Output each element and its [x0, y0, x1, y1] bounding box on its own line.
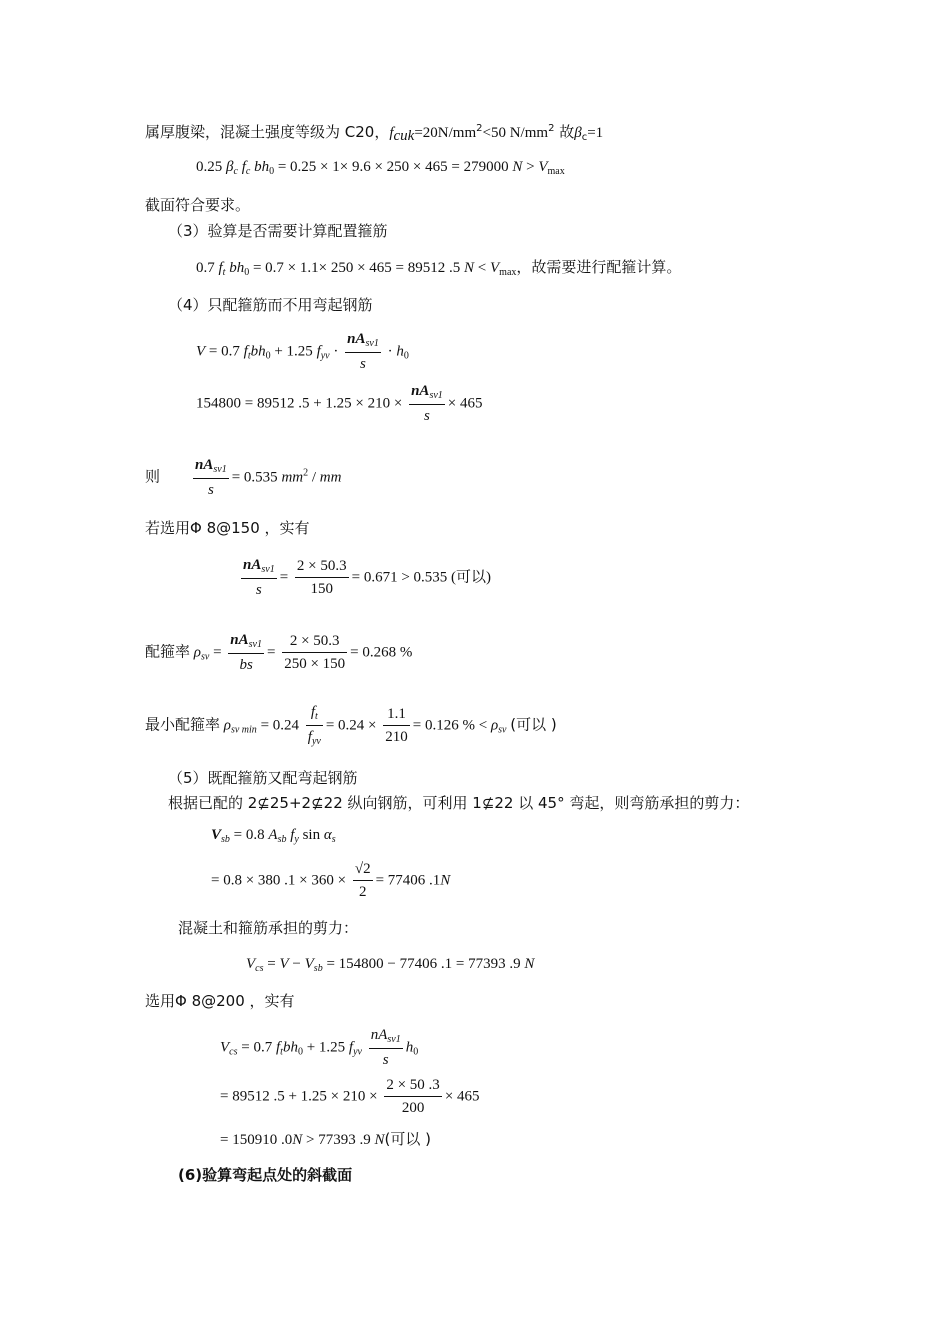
- section-heading-3: （3）验算是否需要计算配置箍筋: [168, 222, 388, 240]
- symbol: ρ: [223, 717, 231, 734]
- symbol: bh: [282, 1039, 298, 1056]
- text: = 0.7: [205, 343, 240, 360]
- formula-line-12: [145, 633, 412, 673]
- subscript: 0: [413, 1046, 419, 1058]
- section-heading-5: （5）既配箍筋又配弯起钢筋: [168, 769, 358, 787]
- section-heading-6: (6)验算弯起点处的斜截面: [178, 1166, 353, 1184]
- symbol: nA: [347, 331, 366, 347]
- subscript: 0: [244, 267, 250, 278]
- symbol: bh: [254, 159, 270, 175]
- subscript: s: [331, 834, 336, 845]
- text: = 0.24 ×: [325, 717, 377, 734]
- symbol: V: [220, 1039, 230, 1056]
- subscript: 0: [403, 350, 409, 362]
- symbol: f: [218, 260, 223, 276]
- text: 154800 = 89512 .5 + 1.25 × 210 ×: [196, 395, 403, 412]
- text: ，故需要进行配箍计算。: [516, 258, 682, 276]
- text: 属厚腹梁，混凝土强度等级为 C20，: [145, 123, 390, 141]
- symbol: N: [292, 1132, 303, 1148]
- symbol: V: [196, 343, 206, 360]
- fraction: [241, 558, 277, 598]
- unit: mm: [281, 469, 304, 486]
- text: =: [213, 644, 222, 661]
- fraction: [409, 384, 445, 424]
- text: 配箍率: [145, 642, 191, 661]
- text: /: [308, 469, 320, 486]
- subscript: sv1: [429, 390, 443, 401]
- subscript: cuk: [393, 128, 415, 144]
- symbol: nA: [243, 557, 262, 573]
- symbol: f: [290, 827, 295, 843]
- symbol: s: [255, 582, 262, 598]
- symbol: f: [348, 1039, 354, 1056]
- unit: mm: [319, 469, 342, 486]
- text: = 89512 .5 + 1.25 × 210 ×: [220, 1088, 378, 1105]
- subscript: sv: [498, 724, 507, 736]
- symbol: α: [323, 827, 332, 843]
- text: = 0.268 %: [350, 644, 413, 661]
- text: =: [266, 644, 276, 661]
- text: + 1.25: [302, 1039, 346, 1056]
- subscript: max: [547, 166, 565, 177]
- formula-line-9: [145, 458, 341, 498]
- text: = 0.8 × 380 .1 × 360 ×: [211, 872, 347, 889]
- numerator: √2: [353, 862, 373, 881]
- symbol: N: [524, 956, 535, 972]
- subscript: c: [233, 166, 238, 177]
- subscript: c: [581, 132, 588, 143]
- fraction: [353, 862, 373, 900]
- text: −: [288, 956, 305, 972]
- symbol: s: [360, 356, 366, 372]
- fraction: [193, 458, 229, 498]
- text-line-10: 若选用Φ 8@150 ，实有: [145, 519, 310, 537]
- subscript: 0: [297, 1046, 303, 1058]
- text: 最小配箍率: [145, 715, 221, 734]
- subscript: sb: [221, 834, 230, 845]
- subscript: cs: [229, 1046, 238, 1058]
- formula-line-2: [196, 160, 565, 177]
- subscript: sv1: [387, 1034, 401, 1045]
- text: × 465: [447, 395, 483, 412]
- symbol: β: [574, 125, 582, 141]
- symbol: f: [389, 125, 394, 141]
- symbol: bh: [250, 343, 266, 360]
- superscript: 2: [303, 467, 309, 479]
- symbol: s: [207, 482, 214, 498]
- subscript: max: [499, 267, 517, 278]
- numerator: 2 × 50.3: [295, 559, 349, 578]
- text: =20N/mm: [414, 125, 477, 141]
- fraction: [228, 633, 264, 673]
- text: 则: [145, 467, 161, 486]
- symbol: h: [396, 343, 404, 360]
- symbol: ρ: [193, 644, 201, 661]
- symbol: f: [316, 343, 321, 360]
- text: (可以 ): [510, 715, 557, 734]
- symbol: bs: [239, 657, 253, 673]
- denominator: 2: [358, 884, 367, 900]
- text-line-18: 混凝土和箍筋承担的剪力：: [178, 919, 359, 937]
- fraction: [306, 705, 323, 747]
- subscript: yv: [353, 1046, 362, 1058]
- text: > 77393 .9: [302, 1132, 371, 1148]
- text: >: [522, 159, 539, 175]
- formula-line-13: [145, 705, 557, 747]
- fraction: [345, 332, 381, 372]
- subscript: sv1: [248, 639, 262, 650]
- text: <: [474, 260, 490, 276]
- num: 0.7: [196, 260, 215, 276]
- numerator: 1.1: [383, 707, 410, 726]
- text-line-20: 选用Φ 8@200 ，实有: [145, 992, 295, 1010]
- formula-line-21: [220, 1028, 418, 1068]
- denominator: 200: [401, 1100, 425, 1116]
- subscript: t: [280, 1046, 283, 1058]
- subscript: sv1: [261, 564, 275, 575]
- symbol: V: [490, 260, 500, 276]
- symbol: nA: [370, 1027, 388, 1043]
- subscript: sv min: [230, 724, 257, 736]
- symbol: f: [307, 729, 312, 745]
- symbol: ρ: [490, 717, 499, 734]
- text: = 0.126 % <: [412, 717, 488, 734]
- symbol: nA: [195, 457, 214, 473]
- text: <50 N/mm: [482, 125, 549, 141]
- text: ·: [383, 343, 397, 360]
- text: = 77406 .1: [375, 872, 441, 889]
- superscript: 2: [548, 123, 555, 134]
- subscript: sv1: [365, 338, 379, 349]
- subscript: 0: [265, 350, 271, 362]
- section-heading-4: （4）只配箍筋而不用弯起钢筋: [168, 296, 373, 314]
- subscript: cs: [255, 963, 264, 974]
- subscript: t: [222, 267, 226, 278]
- formula-line-22: [220, 1078, 480, 1116]
- text: = 154800 − 77406 .1 = 77393 .9: [322, 956, 521, 972]
- text-line-15: 根据已配的 2⊈25+2⊈22 纵向钢筋，可利用 1⊈22 以 45° 弯起，则弯筋承担的剪力：: [168, 794, 750, 812]
- symbol: f: [243, 343, 248, 360]
- text: = 0.7: [237, 1039, 273, 1056]
- fraction: [295, 559, 349, 597]
- symbol: nA: [230, 632, 249, 648]
- text: =: [279, 569, 289, 586]
- symbol: V: [211, 827, 222, 843]
- symbol: nA: [411, 383, 430, 399]
- text: 故: [554, 123, 575, 141]
- symbol: N: [512, 159, 523, 175]
- formula-line-5: [196, 260, 681, 278]
- formula-line-8: [196, 384, 483, 424]
- text: =: [263, 956, 280, 972]
- symbol: V: [304, 956, 314, 972]
- symbol: N: [374, 1132, 385, 1148]
- symbol: h: [405, 1039, 414, 1056]
- text: ·: [329, 343, 343, 360]
- subscript: sb: [313, 963, 323, 974]
- symbol: s: [382, 1052, 389, 1068]
- subscript: t: [247, 350, 251, 362]
- symbol: f: [275, 1039, 281, 1056]
- fraction: [369, 1028, 403, 1068]
- symbol: N: [440, 872, 451, 889]
- text-line-3: 截面符合要求。: [145, 196, 251, 214]
- formula-line-7: [196, 332, 409, 372]
- fraction: [384, 1078, 441, 1116]
- denominator: 250 × 150: [284, 656, 346, 672]
- symbol: s: [424, 408, 430, 424]
- subscript: sv1: [213, 464, 227, 475]
- symbol: V: [246, 956, 256, 972]
- fraction: [383, 707, 410, 745]
- text-line-1: [145, 124, 603, 144]
- text: = 0.24: [260, 717, 300, 734]
- text: =1: [587, 125, 604, 141]
- symbol: V: [538, 159, 548, 175]
- text: sin: [298, 827, 324, 843]
- denominator: 150: [310, 581, 334, 597]
- superscript: 2: [476, 123, 483, 134]
- text: = 0.535: [231, 469, 278, 486]
- symbol: A: [268, 827, 278, 843]
- subscript: yv: [311, 736, 321, 747]
- denominator: 210: [385, 729, 408, 745]
- text: = 0.671 > 0.535 (可以): [351, 569, 492, 586]
- subscript: 0: [269, 166, 275, 177]
- subscript: yv: [320, 350, 330, 362]
- formula-line-11: [238, 558, 491, 598]
- formula-line-19: [246, 957, 534, 974]
- formula-line-23: [220, 1132, 431, 1148]
- text: + 1.25: [270, 343, 313, 360]
- subscript: c: [245, 166, 251, 177]
- symbol: β: [226, 159, 234, 175]
- symbol: V: [279, 956, 289, 972]
- subscript: t: [315, 711, 318, 722]
- subscript: sv: [200, 651, 210, 663]
- subscript: y: [294, 834, 299, 845]
- symbol: N: [464, 260, 475, 276]
- formula-line-17: [211, 862, 450, 900]
- text: = 0.8: [229, 827, 265, 843]
- num: 0.25: [196, 159, 223, 175]
- text: = 150910 .0: [220, 1132, 293, 1148]
- text: (可以 ): [384, 1130, 431, 1148]
- text: × 465: [444, 1088, 480, 1105]
- text: = 0.25 × 1× 9.6 × 250 × 465 = 279000: [274, 159, 509, 175]
- symbol: f: [310, 704, 315, 720]
- text: = 0.7 × 1.1× 250 × 465 = 89512 .5: [249, 260, 461, 276]
- formula-line-16: [211, 828, 336, 845]
- subscript: sb: [277, 834, 287, 845]
- fraction: [282, 634, 347, 672]
- symbol: bh: [229, 260, 245, 276]
- numerator: 2 × 50.3: [282, 634, 347, 653]
- symbol: f: [241, 159, 246, 175]
- numerator: 2 × 50 .3: [384, 1078, 441, 1097]
